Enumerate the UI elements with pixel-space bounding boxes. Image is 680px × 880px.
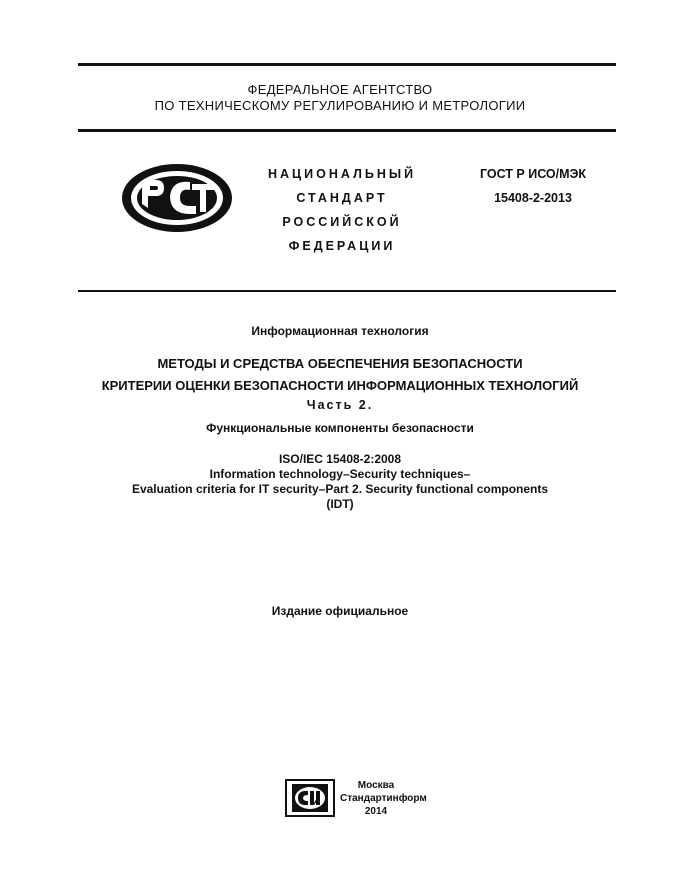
header-rule: [78, 129, 616, 132]
standard-code-line-1: ГОСТ Р ИСО/МЭК: [479, 167, 587, 181]
publisher-block: [340, 779, 427, 818]
national-line-3: РОССИЙСКОЙ: [282, 215, 402, 229]
agency-line-1: ФЕДЕРАЛЬНОЕ АГЕНТСТВО: [247, 82, 433, 97]
standard-code-line-2: 15408-2-2013: [494, 191, 572, 205]
international-reference: [0, 452, 680, 512]
iso-ref: ISO/IEC 15408-2:2008: [278, 452, 402, 466]
main-title-line-1: МЕТОДЫ И СРЕДСТВА ОБЕСПЕЧЕНИЯ БЕЗОПАСНОСТИ: [157, 356, 523, 371]
national-standard-label: [268, 162, 416, 258]
category-title: Информационная технология: [251, 324, 429, 338]
rst-logo-icon: [120, 162, 234, 234]
main-title: [0, 353, 680, 397]
publisher-city: Москва: [357, 780, 395, 791]
part-number: Часть 2.: [306, 398, 374, 412]
section-rule: [78, 290, 616, 292]
idt-label: (IDT): [326, 497, 354, 511]
edition-label: Издание официальное: [271, 604, 409, 618]
publisher-year: 2014: [364, 806, 388, 817]
english-title-line-1: Information technology–Security techniques–: [209, 467, 471, 481]
national-line-2: СТАНДАРТ: [296, 191, 388, 205]
agency-line-2: ПО ТЕХНИЧЕСКОМУ РЕГУЛИРОВАНИЮ И МЕТРОЛОГИИ: [154, 98, 526, 113]
part-title: Функциональные компоненты безопасности: [206, 421, 474, 435]
national-line-4: ФЕДЕРАЦИИ: [288, 239, 396, 253]
standard-code: [468, 162, 598, 210]
publisher-name: Стандартинформ: [340, 793, 427, 804]
agency-header: [0, 82, 680, 114]
top-rule: [78, 63, 616, 66]
standartinform-logo-icon: [284, 778, 336, 818]
national-line-1: НАЦИОНАЛЬНЫЙ: [268, 167, 417, 181]
english-title-line-2: Evaluation criteria for IT security–Part 2. Security functional components: [131, 482, 549, 496]
main-title-line-2: КРИТЕРИИ ОЦЕНКИ БЕЗОПАСНОСТИ ИНФОРМАЦИОННЫХ ТЕХНОЛОГИЙ: [101, 378, 579, 393]
